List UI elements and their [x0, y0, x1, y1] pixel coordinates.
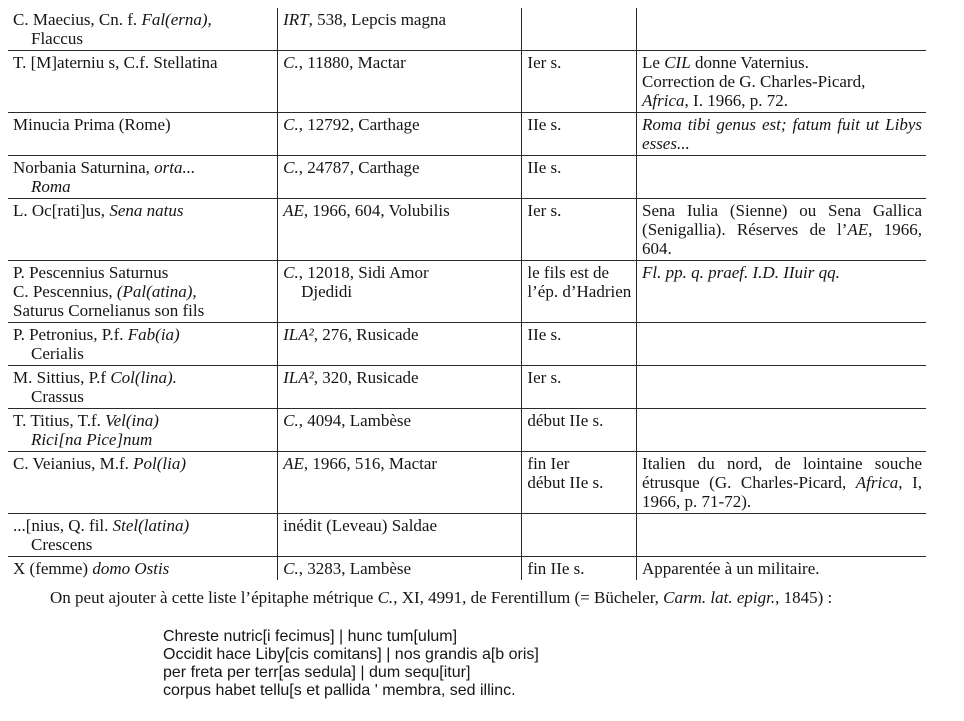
- note-cell: [637, 514, 926, 557]
- note-cell: Le CIL donne Vaternius. Correction de G. Charles-Picard, Africa, I. 1966, p. 72.: [642, 53, 866, 110]
- name-cell: P. Petronius, P.f. Fab(ia) Cerialis: [8, 323, 278, 366]
- table-row: [8, 557, 926, 581]
- poem-line: corpus habet tellu[s et pallida ' membra, sed illinc.: [163, 682, 516, 699]
- date-cell: Ier s.: [522, 199, 637, 261]
- reference-cell: C., 3283, Lambèse: [278, 557, 522, 581]
- name-cell: T. Titius, T.f. Vel(ina) Rici[na Pice]num: [8, 409, 278, 452]
- table-row: [8, 409, 926, 452]
- name-cell: Norbania Saturnina, orta... Roma: [8, 156, 278, 199]
- reference-cell: C., 12792, Carthage: [278, 113, 522, 156]
- name-cell: M. Sittius, P.f Col(lina). Crassus: [8, 366, 278, 409]
- reference-cell: AE, 1966, 604, Volubilis: [278, 199, 522, 261]
- date-cell: le fils est de l’ép. d’Hadrien: [522, 261, 637, 323]
- date-cell: fin IIe s.: [522, 557, 637, 581]
- note-cell: Apparentée à un militaire.: [642, 559, 820, 578]
- reference-cell: ILA², 320, Rusicade: [278, 366, 522, 409]
- date-cell: Ier s.: [522, 51, 637, 113]
- note-cell: Italien du nord, de lointaine souche étrusque (G. Charles-Picard, Africa, I, 1966, p. 71-72).: [642, 454, 922, 511]
- table-row: [8, 156, 926, 199]
- poem-line: Occidit hace Liby[cis comitans] | nos grandis a[b oris]: [163, 646, 539, 663]
- epitaph-poem: [163, 628, 723, 700]
- name-cell: Minucia Prima (Rome): [8, 113, 278, 156]
- epitaph-table: [8, 8, 926, 580]
- table-row: [8, 514, 926, 557]
- date-cell: Ier s.: [522, 366, 637, 409]
- table-row: [8, 199, 926, 261]
- name-cell: X (femme) domo Ostis: [8, 557, 278, 581]
- date-cell: fin Ier début IIe s.: [522, 452, 637, 514]
- date-cell: [522, 8, 637, 51]
- reference-cell: C., 11880, Mactar: [278, 51, 522, 113]
- table-row: [8, 261, 926, 323]
- note-cell: Fl. pp. q. praef. I.D. IIuir qq.: [642, 263, 840, 282]
- poem-line: per freta per terr[as sedula] | dum sequ[itur]: [163, 664, 471, 681]
- note-cell: [637, 323, 926, 366]
- date-cell: IIe s.: [522, 156, 637, 199]
- name-cell: C. Maecius, Cn. f. Fal(erna), Flaccus: [8, 8, 278, 51]
- name-cell: L. Oc[rati]us, Sena natus: [8, 199, 278, 261]
- date-cell: IIe s.: [522, 323, 637, 366]
- poem-line: Chreste nutric[i fecimus] | hunc tum[ulum]: [163, 628, 458, 645]
- date-cell: [522, 514, 637, 557]
- reference-cell: IRT, 538, Lepcis magna: [278, 8, 522, 51]
- reference-cell: ILA², 276, Rusicade: [278, 323, 522, 366]
- date-cell: IIe s.: [522, 113, 637, 156]
- reference-cell: C., 24787, Carthage: [278, 156, 522, 199]
- note-cell: [637, 8, 926, 51]
- name-cell: ...[nius, Q. fil. Stel(latina) Crescens: [8, 514, 278, 557]
- table-row: [8, 8, 926, 51]
- name-cell: P. Pescennius Saturnus C. Pescennius, (Pal(atina), Saturus Cornelianus son fils: [8, 261, 278, 323]
- table-row: [8, 113, 926, 156]
- name-cell: T. [M]aterniu s, C.f. Stellatina: [8, 51, 278, 113]
- note-cell: Sena Iulia (Sienne) ou Sena Gallica (Senigallia). Réserves de l’AE, 1966, 604.: [642, 201, 923, 258]
- reference-cell: AE, 1966, 516, Mactar: [278, 452, 522, 514]
- note-cell: [637, 409, 926, 452]
- note-cell: [637, 366, 926, 409]
- reference-cell: inédit (Leveau) Saldae: [278, 514, 522, 557]
- table-row: [8, 323, 926, 366]
- reference-cell: C., 4094, Lambèse: [278, 409, 522, 452]
- table-row: [8, 452, 926, 514]
- reference-cell: C., 12018, Sidi Amor Djedidi: [278, 261, 522, 323]
- table-row: [8, 51, 926, 113]
- table-row: [8, 366, 926, 409]
- date-cell: début IIe s.: [522, 409, 637, 452]
- name-cell: C. Veianius, M.f. Pol(lia): [8, 452, 278, 514]
- note-cell: Roma tibi genus est; fatum fuit ut Libys esses...: [642, 115, 922, 153]
- body-paragraph: On peut ajouter à cette liste l’épitaphe métrique C., XI, 4991, de Ferentillum (= Bücheler, Carm. lat. epigr., 1845) :: [50, 588, 833, 607]
- note-cell: [637, 156, 926, 199]
